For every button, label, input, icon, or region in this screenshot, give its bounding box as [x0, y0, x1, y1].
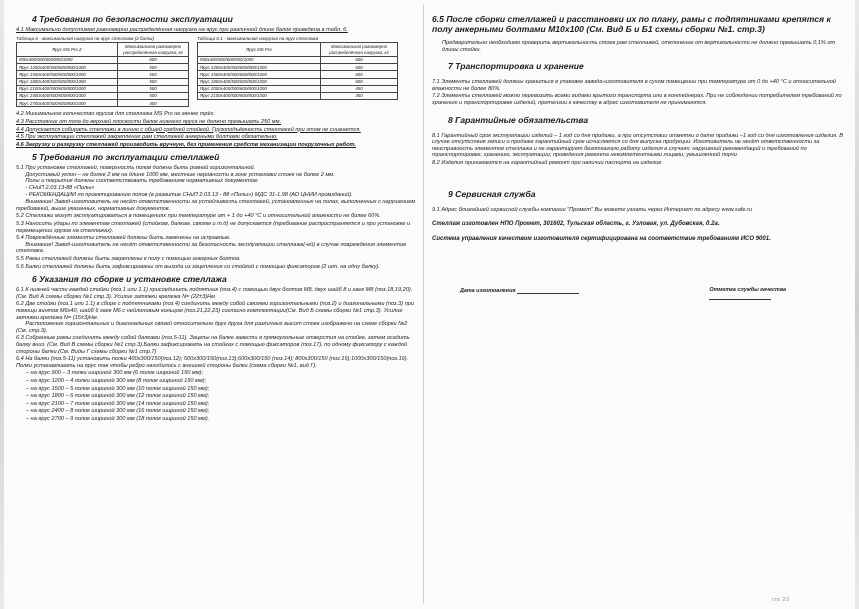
load-tables — [16, 36, 418, 108]
table-6-1-caption: Таблица 6.1 - максимальная нагрузка на ярус стеллажа — [197, 35, 319, 41]
scan-edge-left — [0, 0, 4, 609]
table-row — [198, 71, 398, 78]
table-header-row — [198, 43, 398, 57]
manufacture-date-label: Дата изготовления — [460, 288, 516, 295]
table-cell: Ярус 2100x400/500/600/800/1000 — [17, 85, 118, 92]
paragraph-4-6: 4.6 Загрузку и разгрузку стеллажей производить вручную, без применения средств механизации погрузочных работ. — [16, 141, 356, 148]
table-cell: Ярус 2400x400/500/600/800/1000 — [17, 92, 118, 99]
list-item: – на ярус 2700 – 9 полок шириной 300 мм (18 полок шириной 150 мм). — [26, 415, 210, 422]
table-row — [17, 71, 189, 78]
table-6-caption: Таблица 6 - максимальная нагрузка на ярус стеллажа (2 балки) — [16, 35, 154, 41]
left-column — [16, 10, 418, 423]
table-cell: 600 — [118, 57, 189, 64]
paragraph-4-3: 4.3 Расстояние от пола до верхней плоскости балок нижнего яруса не должно превышать 250 мм. — [16, 118, 281, 125]
paragraph-7-2: 7.2 Элементы стеллажей можно перевозить всеми видами крытого транспорта или в контейнерах. При не соблюдении потребителем требований по хранению и транспортировке изделий, претензии к качеству в адрес изготовителя не принимаются. — [432, 93, 844, 106]
table-6-1-grid — [197, 42, 398, 100]
table-cell: Ярус 1200x400/500/600/800/1000 — [198, 64, 321, 71]
section-7-title: 7 Транспортировка и хранение — [448, 61, 584, 72]
right-column — [432, 10, 846, 300]
table-cell: 500 — [118, 92, 189, 99]
certification-info: Система управления качеством изготовителя сертифицирована на соответствие требованиям ИСО 9001. — [432, 236, 771, 243]
paragraph-6-3: 6.3 Собранные рамы соединить между собой балками (поз.5-11). Зацепы на балке завести в прямоугольные отверстия на стойке, затем осадить балку вниз. (См. Вид В схемы сборки №1 стр.3).Балки зафиксировать на стойках с помощью фиксаторов (поз.17), по одному фиксатору с каждой стороны балки.(См. Виды Г схемы сборки №1 стр.7) — [16, 335, 412, 355]
table-cell: 400 — [118, 100, 189, 107]
signature-row — [432, 287, 846, 300]
list-item: – на ярус 2400 – 8 полок шириной 300 мм (16 полок шириной 150 мм); — [26, 408, 210, 415]
table-cell: 500 — [118, 78, 189, 85]
table-cell: Ярус 1200x400/500/600/800/1000 — [17, 64, 118, 71]
table-row — [198, 78, 398, 85]
table-6-grid — [16, 42, 189, 107]
paragraph-5-1-warning: Внимание! Завод-изготовитель не несёт ответственности за устойчивость стеллажей, установленных на полах, выполненных с нарушением требований, выше указанных, нормативных документов. — [16, 199, 417, 212]
paragraph-4-1: 4.1 Максимально допустимая равномерно распределённая нагрузка на ярус при различной длине балок приведена в табл. 6. — [16, 27, 348, 33]
table-cell: 500 — [118, 85, 189, 92]
shelf-count-list — [16, 370, 418, 422]
list-item: – на ярус 900 – 3 полки шириной 300 мм (6 полок шириной 150 мм); — [26, 370, 204, 377]
table-cell: Ярус 2100x400/500/600/800/1000 — [198, 92, 321, 99]
paragraph-5-5: 5.5 Рамы стеллажей должны быть закреплены к полу с помощью анкерных болтов. — [16, 256, 241, 262]
paragraph-5-3: 5.3 Наносить удары по элементам стеллажей (стойкам, балкам, связям и т.д) не допускается (требование распространяется и при установке и перемещении грузов на стеллажах). — [16, 221, 412, 234]
section-6-title: 6 Указания по сборке и установке стеллажа — [32, 274, 227, 285]
list-item: – на ярус 1500 – 5 полок шириной 300 мм (10 полок шириной 150 мм); — [26, 385, 210, 392]
section-4-title: 4 Требования по безопасности эксплуатации — [32, 14, 233, 24]
table-row — [17, 78, 189, 85]
list-item: – на ярус 1800 – 6 полок шириной 300 мм (12 полок шириной 150 мм); — [26, 393, 210, 400]
table-cell: 500 — [118, 71, 189, 78]
manufacture-date-line — [517, 287, 579, 294]
table-header-cell: Ярус MS Pro Z — [17, 43, 118, 57]
table-cell: 900x400/500/600/800/1000 — [198, 57, 321, 64]
paragraph-9-1: 9.1 Адрес ближайшей сервисной службы компании "Промет" Вы можете узнать через Интернет по адресу www.safe.ru — [432, 206, 752, 213]
list-item: – на ярус 2100 – 7 полок шириной 300 мм (14 полок шириной 150 мм); — [26, 400, 210, 407]
table-header-row — [17, 43, 189, 57]
paragraph-5-2: 5.2 Стеллажи могут эксплуатироваться в помещениях при температуре от + 1 до +40 °С и относительной влажности не более 60%. — [16, 213, 381, 220]
paragraph-8-2: 8.2 Изделия принимаются на гарантийный ремонт при наличии паспорта на изделие — [432, 159, 662, 166]
page-fold — [423, 4, 424, 604]
section-8-title: 8 Гарантийные обязательства — [448, 114, 589, 125]
table-row — [198, 85, 398, 92]
table-row — [198, 64, 398, 71]
paragraph-4-2: 4.2 Минимальное количество ярусов для стеллажа MS Pro не менее трёх. — [16, 111, 215, 118]
section-6-5-title: 6.5 После сборки стеллажей и расстановки их по плану, рамы с подпятниками крепятся к полу анкерными болтами М10х100 (См. Вид Б и Б1 схемы сборки №1. стр.3) — [432, 14, 831, 34]
table-6 — [16, 36, 189, 108]
paragraph-6-1: 6.1 К нижней части каждой стойки (поз.1 или 1.1) присоединить подпятник (поз.4) с помощью двух болтов М8, двух шайб 8 и гаек М8 (поз.18,19,20). (См. Вид А схемы сборки №1 стр.3). Усилие затяжки крепежа N= (22±3)Нм — [16, 287, 414, 300]
table-header-cell: Максимальная равномерно распределённая нагрузка, кг — [321, 43, 398, 57]
table-row — [198, 57, 398, 64]
table-cell: Ярус 1800x400/500/600/800/1000 — [17, 78, 118, 85]
table-cell: Ярус 1800x400/500/600/800/1000 — [198, 78, 321, 85]
table-cell: Ярус 1500x400/500/600/800/1000 — [198, 71, 321, 78]
page-number: стр. 2/3 — [772, 597, 790, 603]
list-item: – на ярус 1200 – 4 полки шириной 300 мм (8 полок шириной 150 мм); — [26, 377, 207, 384]
paragraph-5-1: 5.1 При установке стеллажей, поверхность полов должна быть ровной горизонтальной. Допустимый уклон – не более 2 мм на длине 1000 мм, местные неровности в зоне установки стоек не более 2 мм. Полы и покрытия должны соответствовать требованиям нормативных документов: - СНиП 2.03.13-88 «Полы» - РЕКОМЕНДАЦИИ по проектированию полов (в развитие СНиП 2.03.13 - 88 «Полы») МДС 31-1.98 (АО ЦНИИ промзданий). — [16, 165, 353, 198]
scan-edge-right — [855, 0, 859, 609]
table-cell: 350 — [321, 92, 398, 99]
table-row — [17, 64, 189, 71]
table-row — [17, 57, 189, 64]
paragraph-6-4: 6.4 На балки (поз.5-11) установить полки 400x300/150(поз.12); 500x300/150(поз.13);600x300/150 (поз.14); 800x300/150 (поз.15);1000x300/150(поз.16). Полки устанавливать на ярус так чтобы ребро находилось с внешней стороны балки (схема сборки №1, вид Г). — [16, 356, 410, 369]
table-row — [17, 92, 189, 99]
table-cell: 450 — [321, 85, 398, 92]
manufacture-date-field — [460, 287, 579, 300]
paragraph-6-2: 6.2 Две стойки (поз.1 или 1.1) в сборе с подпятниками (поз.4) соединить между собой связями горизонтальными (поз.2) и диагональными (поз.3) при помощи винтов М6х40, шайб 6 гаек М6 с нейлоновым кольцом (поз.21,22,23) согласно комплектации(См. Вид Б схемы сборки №1 стр.3). Усилие затяжки крепежа N= (15±3)Нм. Расположение горизонтальных и диагональных связей относительно друг друга для различных высот стоек изображено на схеме сборки №2 (См. стр.3). — [16, 301, 415, 334]
table-cell: Ярус 1500x400/500/600/800/1000 — [17, 71, 118, 78]
section-9-title: 9 Сервисная служба — [448, 188, 536, 199]
table-row — [198, 92, 398, 99]
table-cell: Ярус 2000x400/500/600/800/1000 — [198, 85, 321, 92]
paragraph-4-4: 4.4 Допускается собирать стеллажи в линию с общей средней стойкой. Грузоподъёмность стеллажей при этом не снижается. — [16, 126, 361, 133]
table-row — [17, 100, 189, 107]
paragraph-5-6: 5.6 Балки стеллажей должны быть зафиксированы от выхода из зацепления со стойкой с помощью фиксаторов (2 шт. на одну балку). — [16, 263, 380, 270]
table-header-cell: Максимальная равномерно распределённая нагрузка, кг — [118, 43, 189, 57]
quality-control-field — [709, 287, 786, 300]
paragraph-8-1: 8.1 Гарантийный срок эксплуатации изделий – 1 год со дня продажи, а при отсутствии отметки о дате продажи –1 год со дня изготовления изделия. В случае отсутствия записи о продаже гарантийный срок исчисляется со дня выпуска продукции. Изготовитель не несёт ответственности за неисправность элементов стеллажа и не гарантирует безотказную работу изделия в случаях: нарушений рекомендаций и требований по транспортировке, хранению, эксплуатации; проведения ремонта некомпетентными лицами; умышленной порчи — [432, 132, 845, 159]
quality-control-line — [709, 293, 771, 300]
table-6-1 — [197, 36, 398, 108]
paragraph-4-5: 4.5 При эксплуатации стеллажей закрепление рам стеллажей анкерными болтами обязательно. — [16, 134, 278, 141]
table-cell: 600 — [321, 71, 398, 78]
table-cell: 600 — [321, 78, 398, 85]
table-cell: 600 — [321, 64, 398, 71]
table-cell: 900x400/500/600/800/1000 — [17, 57, 118, 64]
table-cell: 500 — [118, 64, 189, 71]
quality-control-label: Отметка службы качества — [709, 287, 786, 294]
paragraph-7-1: 7.1 Элементы стеллажей должны храниться в упаковке завода-изготовителя в сухом помещении при температуре от 0 до +40 °С и относительной влажности не более 80%. — [432, 79, 838, 92]
manufacturer-info: Стеллаж изготовлен НПО Промет, 301602, Тульская область, г. Узловая, ул. Дубовская, д.2а. — [432, 221, 720, 228]
table-cell: 600 — [321, 57, 398, 64]
table-header-cell: Ярус MS Pro — [198, 43, 321, 57]
table-row — [17, 85, 189, 92]
section-5-title: 5 Требования по эксплуатации стеллажей — [32, 152, 220, 163]
paragraph-6-5: Предварительно необходимо проверить вертикальность стоек рам стеллажей, отклонение от вертикальности не должно превышать 0,1% от длины стойки. — [442, 40, 837, 53]
paragraph-5-4: 5.4 Повреждённые элементы стеллажей должны быть заменены на исправные. Внимание! Завод-изготовитель не несёт ответственности за безопасность эксплуатации стеллажа(-ей) в случае повреждения элементов стеллажа. — [16, 235, 407, 255]
table-cell: Ярус 2700x400/500/600/800/1000 — [17, 100, 118, 107]
